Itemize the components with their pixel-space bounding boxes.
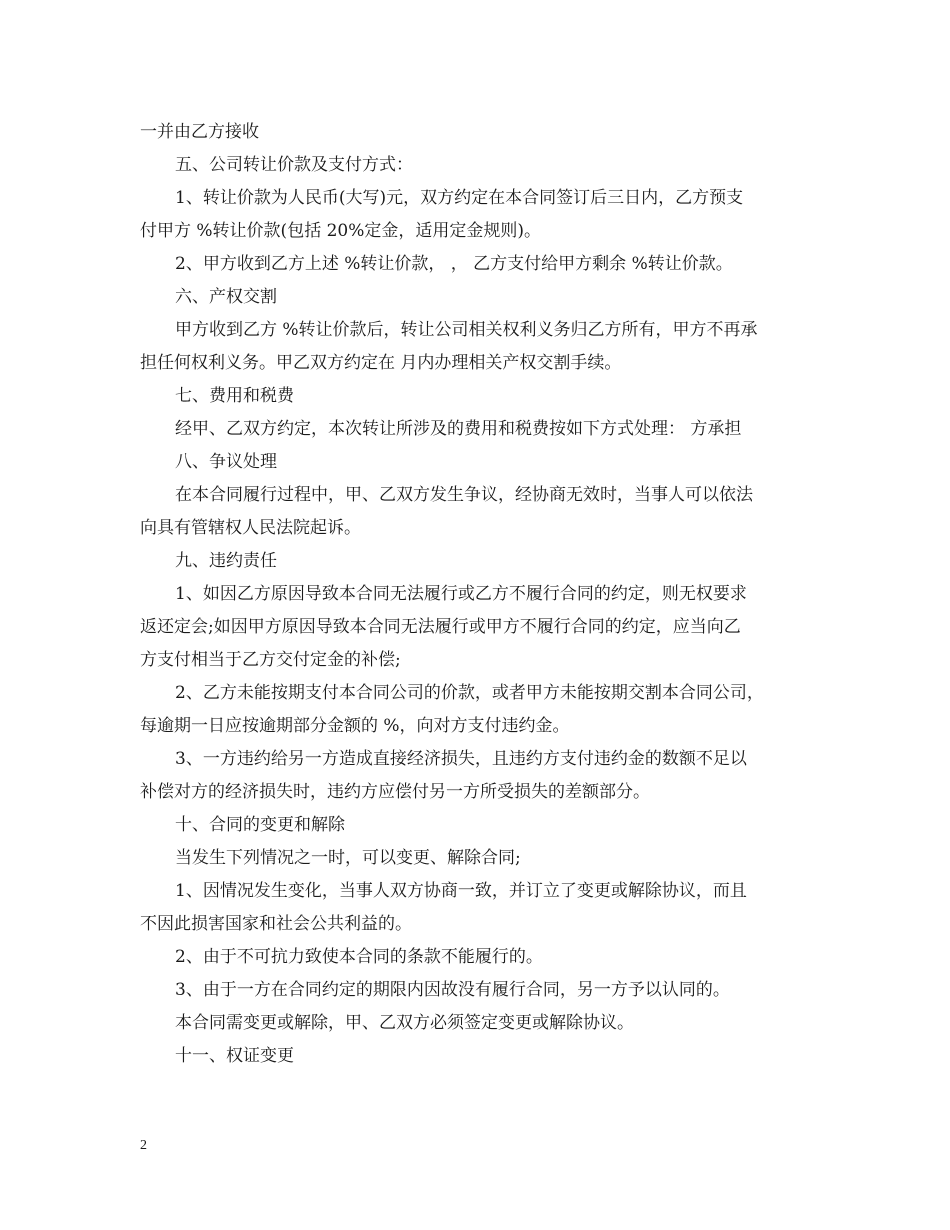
text-line: 3、一方违约给另一方造成直接经济损失，且违约方支付违约金的数额不足以 xyxy=(175,749,747,769)
text-line: 本合同需变更或解除，甲、乙双方必须签定变更或解除协议。 xyxy=(175,1013,634,1033)
text-line: 返还定会;如因甲方原因导致本合同无法履行或甲方不履行合同的约定，应当向乙 xyxy=(140,617,741,637)
section-heading: 九、违约责任 xyxy=(175,551,277,571)
text-line: 2、乙方未能按期支付本合同公司的价款，或者甲方未能按期交割本合同公司， xyxy=(175,683,764,703)
page-number: 2 xyxy=(140,1138,147,1153)
contract-body xyxy=(140,116,820,1073)
text-line: 向具有管辖权人民法院起诉。 xyxy=(140,518,361,538)
text-line: 担任何权利义务。甲乙双方约定在 月内办理相关产权交割手续。 xyxy=(140,353,622,373)
section-heading: 十、合同的变更和解除 xyxy=(175,815,345,835)
text-line: 1、如因乙方原因导致本合同无法履行或乙方不履行合同的约定，则无权要求 xyxy=(175,584,747,604)
text-line: 3、由于一方在合同约定的期限内因故没有履行合同，另一方予以认同的。 xyxy=(175,980,730,1000)
section-heading: 六、产权交割 xyxy=(175,287,277,307)
section-heading: 五、公司转让价款及支付方式： xyxy=(175,155,413,175)
text-line: 2、由于不可抗力致使本合同的条款不能履行的。 xyxy=(175,947,543,967)
text-line: 1、转让价款为人民币(大写)元，双方约定在本合同签订后三日内，乙方预支 xyxy=(175,188,744,208)
text-line: 甲方收到乙方 %转让价款后，转让公司相关权利义务归乙方所有，甲方不再承 xyxy=(175,320,758,340)
text-line: 不因此损害国家和社会公共利益的。 xyxy=(140,914,412,934)
text-line: 在本合同履行过程中，甲、乙双方发生争议，经协商无效时，当事人可以依法 xyxy=(175,485,753,505)
text-line: 补偿对方的经济损失时，违约方应偿付另一方所受损失的差额部分。 xyxy=(140,782,650,802)
section-heading: 十一、权证变更 xyxy=(175,1046,294,1066)
text-line: 当发生下列情况之一时，可以变更、解除合同; xyxy=(175,848,521,868)
section-heading: 七、费用和税费 xyxy=(175,386,294,406)
text-line: 付甲方 %转让价款(包括 20%定金，适用定金规则)。 xyxy=(140,221,542,241)
text-line: 经甲、乙双方约定，本次转让所涉及的费用和税费按如下方式处理： 方承担 xyxy=(175,419,742,439)
section-heading: 八、争议处理 xyxy=(175,452,277,472)
text-line: 1、因情况发生变化，当事人双方协商一致，并订立了变更或解除协议，而且 xyxy=(175,881,747,901)
text-line: 每逾期一日应按逾期部分金额的 %，向对方支付违约金。 xyxy=(140,716,570,736)
text-line: 方支付相当于乙方交付定金的补偿; xyxy=(140,650,401,670)
text-line: 一并由乙方接收 xyxy=(140,122,259,142)
text-line: 2、甲方收到乙方上述 %转让价款， ， 乙方支付给甲方剩余 %转让价款。 xyxy=(175,254,733,274)
